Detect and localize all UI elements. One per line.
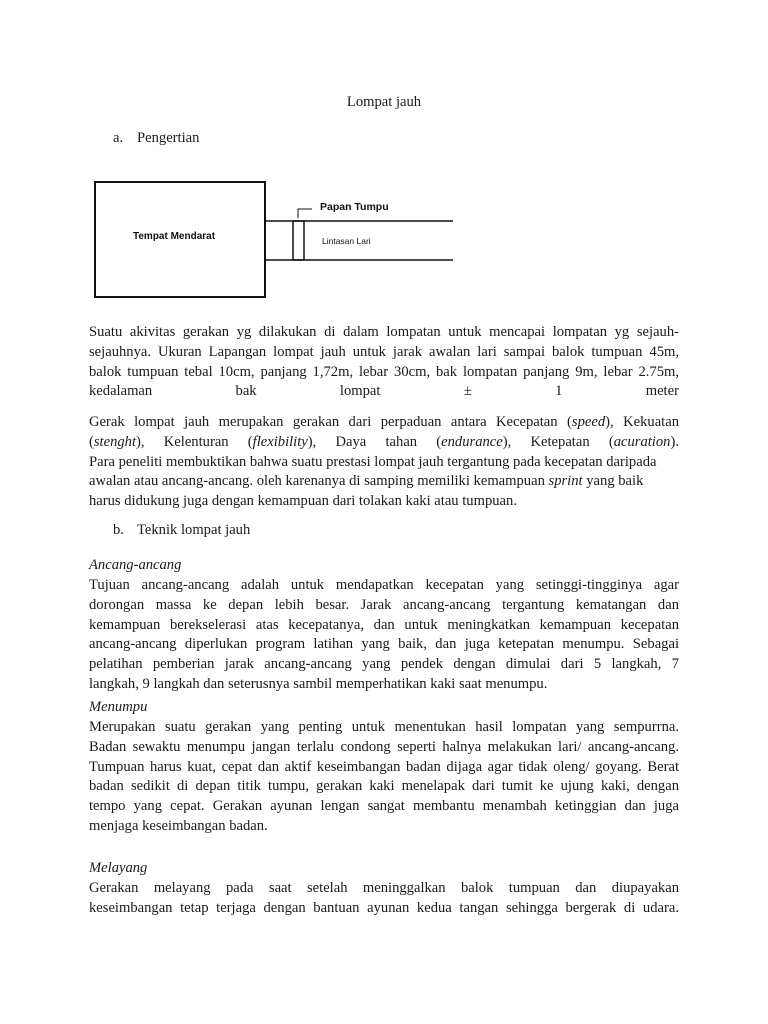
section-label-a: Pengertian — [137, 130, 200, 146]
word: lompat — [339, 383, 381, 400]
paragraph-line: pelatihan pemberian jarak ancang-ancang yang pendek dengan dimulai dari 5 langkah, 7 — [89, 656, 679, 673]
paragraph-line: tempo yang cepat. Gerakan ayunan lengan sangat membantu menambah ketinggian dan juga — [89, 798, 679, 815]
italic-term: flexibility — [252, 433, 308, 450]
long-jump-field-diagram — [88, 176, 460, 304]
paragraph-line: Gerakan melayang pada saat setelah meninggalkan balok tumpuan dan diupayakan — [89, 880, 679, 896]
menumpu-paragraph — [89, 718, 679, 837]
paragraph-line: menjaga keseimbangan badan. — [89, 817, 268, 834]
paragraph-line — [89, 472, 679, 492]
paragraph-line: sejauhnya. Ukuran Lapangan lompat jauh untuk jarak awalan lari sampai balok tumpuan 45m, — [89, 343, 679, 360]
paragraph-line: dorongan massa ke depan lebih besar. Jarak ancang-ancang tergantung kematangan dan — [89, 596, 679, 613]
word: bak — [235, 383, 257, 400]
paragraph-line: harus didukung juga dengan kemampuan dari tolakan kaki atau tumpuan. — [89, 493, 517, 510]
text-run: ). — [670, 433, 679, 450]
paragraph-line: Tumpuan harus kuat, cepat dan aktif keseimbangan badan dijaga agar tidak oleng/ goyang. Berat — [89, 758, 679, 775]
section-heading-b — [113, 522, 250, 539]
board-pointer-line — [298, 209, 312, 218]
paragraph-line: keseimbangan tetap terjaga dengan bantuan ayunan kedua tangan sehingga bergerak di udara. — [89, 899, 679, 916]
runway-label: Lintasan Lari — [322, 236, 371, 246]
paragraph-line: ancang-ancang diperlukan program latihan yang baik, dan juga ketepatan menumpu. Sebagai — [89, 636, 679, 653]
paragraph-line: langkah, 9 langkah dan seterusnya sambil memperhatikan kaki saat menumpu. — [89, 675, 548, 692]
melayang-paragraph — [89, 879, 679, 919]
text-run: yang baik — [582, 473, 644, 490]
word: 1 — [555, 383, 563, 400]
italic-term: sprint — [548, 473, 583, 490]
paragraph-line — [89, 413, 679, 433]
definition-paragraph — [89, 323, 679, 402]
paragraph-line: badan sedikit di depan titik tumpu, gerakan kaki menelapak dari tumit ke ujung kaki, dengan — [89, 778, 679, 795]
text-run: ), Kelenturan ( — [136, 433, 253, 450]
text-run: awalan atau ancang-ancang. oleh karenanya di samping memiliki kemampuan — [89, 473, 549, 490]
text-run: ), Ketepatan ( — [502, 433, 614, 450]
word: ± — [463, 383, 472, 400]
take-off-board-label: Papan Tumpu — [320, 201, 389, 213]
text-run: Gerak lompat jauh merupakan gerakan dari perpaduan antara Kecepatan ( — [89, 414, 572, 430]
section-label-b: Teknik lompat jauh — [137, 522, 251, 538]
paragraph-line: kemampuan berekselerasi atas kecepatanya, dan untuk meningkatkan kemampuan kecepatan — [89, 616, 679, 633]
paragraph-line: Para peneliti membuktikan bahwa suatu prestasi lompat jauh tergantung pada kecepatan daripada — [89, 453, 657, 470]
components-paragraph — [89, 413, 679, 512]
italic-term: speed — [571, 414, 606, 430]
document-title: Lompat jauh — [346, 94, 422, 110]
text-run: ), Daya tahan ( — [307, 433, 442, 450]
paragraph-line — [89, 382, 679, 402]
paragraph-line — [89, 433, 679, 453]
text-run: ( — [89, 433, 94, 450]
ancang-ancang-paragraph — [89, 576, 679, 695]
subheading-menumpu: Menumpu — [89, 699, 148, 715]
paragraph-line: Tujuan ancang-ancang adalah untuk mendapatkan kecepatan yang setinggi-tingginya agar — [89, 577, 679, 593]
landing-area-label: Tempat Mendarat — [133, 231, 216, 242]
paragraph-line: balok tumpuan tebal 10cm, panjang 1,72m, lebar 30cm, bak lompatan panjang 9m, lebar 2.75m, — [89, 363, 679, 380]
section-heading-a — [113, 130, 199, 147]
text-run: ), Kekuatan — [605, 414, 679, 430]
paragraph-line: Badan sewaktu menumpu jangan terlalu condong seperti halnya melakukan lari/ ancang-ancang. — [89, 738, 679, 755]
take-off-board — [293, 221, 304, 260]
word: kedalaman — [89, 383, 153, 400]
subheading-ancang-ancang: Ancang-ancang — [89, 557, 182, 573]
word: meter — [645, 383, 679, 400]
section-letter-a: a. — [113, 130, 124, 146]
italic-term: acuration — [613, 433, 671, 450]
paragraph-line: Merupakan suatu gerakan yang penting untuk menentukan hasil lompatan yang sempurrna. — [89, 719, 679, 735]
paragraph-line: Suatu akivitas gerakan yg dilakukan di dalam lompatan untuk mencapai lompatan yg sejauh- — [89, 324, 679, 340]
subheading-melayang: Melayang — [89, 860, 148, 876]
italic-term: endurance — [441, 433, 503, 450]
italic-term: stenght — [93, 433, 137, 450]
section-letter-b: b. — [113, 522, 124, 538]
